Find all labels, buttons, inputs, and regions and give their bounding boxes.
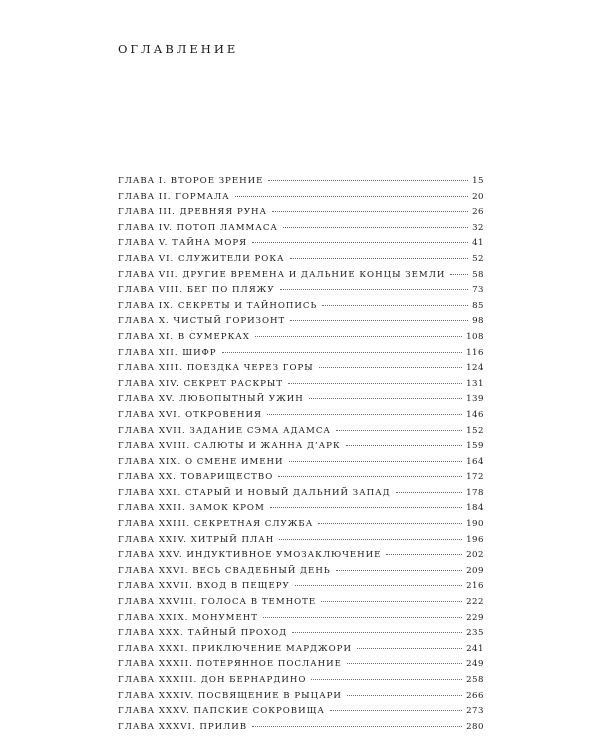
page-number: 273 <box>466 706 484 717</box>
page-number: 108 <box>466 331 484 342</box>
toc-entry <box>118 379 484 395</box>
chapter-title: ГЛАВА XXXIV. ПОСВЯЩЕНИЕ В РЫЦАРИ <box>118 690 342 701</box>
chapter-title: ГЛАВА XXVIII. ГОЛОСА В ТЕМНОТЕ <box>118 597 317 608</box>
dot-leader <box>252 726 462 727</box>
toc-entry <box>118 394 484 410</box>
page-number: 241 <box>466 643 484 654</box>
chapter-title: ГЛАВА XIX. О СМЕНЕ ИМЕНИ <box>118 456 284 467</box>
dot-leader <box>450 274 468 275</box>
page-number: 280 <box>466 721 484 732</box>
toc-entry <box>118 488 484 504</box>
dot-leader <box>321 601 462 602</box>
page-number: 184 <box>466 503 484 514</box>
dot-leader <box>330 710 462 711</box>
dot-leader <box>347 663 462 664</box>
dot-leader <box>319 367 462 368</box>
chapter-title: ГЛАВА VIII. БЕГ ПО ПЛЯЖУ <box>118 285 275 296</box>
dot-leader <box>270 507 462 508</box>
dot-leader <box>278 476 462 477</box>
toc-entry <box>118 566 484 582</box>
page-number: 196 <box>466 534 484 545</box>
chapter-title: ГЛАВА XXII. ЗАМОК КРОМ <box>118 503 265 514</box>
page-number: 98 <box>472 316 484 327</box>
chapter-title: ГЛАВА XX. ТОВАРИЩЕСТВО <box>118 472 274 483</box>
page-number: 52 <box>472 253 484 264</box>
chapter-title: ГЛАВА XXXV. ПАПСКИЕ СОКРОВИЩА <box>118 706 325 717</box>
chapter-title: ГЛАВА XXIV. ХИТРЫЙ ПЛАН <box>118 534 275 545</box>
toc-entry <box>118 223 484 239</box>
dot-leader <box>263 617 462 618</box>
dot-leader <box>309 398 462 399</box>
toc-entry <box>118 644 484 660</box>
chapter-title: ГЛАВА II. ГОРМАЛА <box>118 191 230 202</box>
page-number: 85 <box>472 300 484 311</box>
dot-leader <box>267 414 462 415</box>
chapter-title: ГЛАВА XII. ШИФР <box>118 347 217 358</box>
chapter-title: ГЛАВА III. ДРЕВНЯЯ РУНА <box>118 207 268 218</box>
dot-leader <box>386 554 462 555</box>
chapter-title: ГЛАВА XVI. ОТКРОВЕНИЯ <box>118 409 262 420</box>
toc-entry <box>118 550 484 566</box>
chapter-title: ГЛАВА XXIX. МОНУМЕНТ <box>118 612 258 623</box>
toc-entry <box>118 675 484 691</box>
page-number: 26 <box>472 207 484 218</box>
toc-entry <box>118 519 484 535</box>
page-number: 172 <box>466 472 484 483</box>
chapter-title: ГЛАВА XXXIII. ДОН БЕРНАРДИНО <box>118 675 307 685</box>
toc-entry <box>118 363 484 379</box>
page-number: 32 <box>472 222 484 233</box>
toc-entry <box>118 316 484 332</box>
toc-entry <box>118 176 484 192</box>
page-number: 58 <box>472 269 484 280</box>
toc-entry <box>118 410 484 426</box>
dot-leader <box>322 305 468 306</box>
table-of-contents <box>118 176 484 737</box>
toc-entry <box>118 285 484 301</box>
chapter-title: ГЛАВА VII. ДРУГИЕ ВРЕМЕНА И ДАЛЬНИЕ КОНЦЫ ЗЕМЛИ <box>118 269 446 280</box>
toc-entry <box>118 238 484 254</box>
toc-entry <box>118 706 484 722</box>
page-number: 41 <box>472 238 484 249</box>
toc-entry <box>118 722 484 738</box>
dot-leader <box>235 196 468 197</box>
toc-entry <box>118 659 484 675</box>
dot-leader <box>279 539 462 540</box>
toc-entry <box>118 192 484 208</box>
page-number: 229 <box>466 612 484 623</box>
toc-entry <box>118 207 484 223</box>
dot-leader <box>295 585 462 586</box>
toc-entry <box>118 628 484 644</box>
chapter-title: ГЛАВА X. ЧИСТЫЙ ГОРИЗОНТ <box>118 316 286 327</box>
toc-entry <box>118 597 484 613</box>
chapter-title: ГЛАВА XXX. ТАЙНЫЙ ПРОХОД <box>118 628 288 639</box>
chapter-title: ГЛАВА IX. СЕКРЕТЫ И ТАЙНОПИСЬ <box>118 300 318 311</box>
chapter-title: ГЛАВА XXXVI. ПРИЛИВ <box>118 721 248 732</box>
toc-entry <box>118 535 484 551</box>
dot-leader <box>396 492 463 493</box>
toc-entry <box>118 441 484 457</box>
page-number: 116 <box>466 347 484 358</box>
chapter-title: ГЛАВА I. ВТОРОЕ ЗРЕНИЕ <box>118 176 264 186</box>
dot-leader <box>336 570 462 571</box>
page-number: 190 <box>466 519 484 530</box>
dot-leader <box>347 695 462 696</box>
dot-leader <box>346 445 462 446</box>
dot-leader <box>272 211 468 212</box>
chapter-title: ГЛАВА XVIII. САЛЮТЫ И ЖАННА Д’АРК <box>118 441 341 452</box>
page-number: 20 <box>472 191 484 202</box>
dot-leader <box>290 258 469 259</box>
dot-leader <box>311 679 462 680</box>
page-number: 124 <box>466 363 484 374</box>
page-number: 235 <box>466 628 484 639</box>
page-number: 73 <box>472 285 484 296</box>
chapter-title: ГЛАВА XXXI. ПРИКЛЮЧЕНИЕ МАРДЖОРИ <box>118 643 352 654</box>
page-number: 258 <box>466 675 484 685</box>
chapter-title: ГЛАВА XXVI. ВЕСЬ СВАДЕБНЫЙ ДЕНЬ <box>118 565 331 576</box>
chapter-title: ГЛАВА IV. ПОТОП ЛАММАСА <box>118 222 278 233</box>
dot-leader <box>268 180 468 181</box>
page-number: 164 <box>466 456 484 467</box>
page-number: 178 <box>466 487 484 498</box>
toc-entry <box>118 581 484 597</box>
chapter-title: ГЛАВА XXV. ИНДУКТИВНОЕ УМОЗАКЛЮЧЕНИЕ <box>118 550 382 561</box>
dot-leader <box>336 430 462 431</box>
page-title: ОГЛАВЛЕНИЕ <box>118 42 239 56</box>
toc-entry <box>118 301 484 317</box>
dot-leader <box>357 648 462 649</box>
chapter-title: ГЛАВА XIII. ПОЕЗДКА ЧЕРЕЗ ГОРЫ <box>118 363 314 374</box>
toc-entry <box>118 332 484 348</box>
chapter-title: ГЛАВА XI. В СУМЕРКАХ <box>118 331 250 342</box>
toc-entry <box>118 426 484 442</box>
dot-leader <box>280 289 469 290</box>
page-number: 222 <box>466 597 484 608</box>
dot-leader <box>252 242 468 243</box>
chapter-title: ГЛАВА XV. ЛЮБОПЫТНЫЙ УЖИН <box>118 394 304 405</box>
chapter-title: ГЛАВА XXXII. ПОТЕРЯННОЕ ПОСЛАНИЕ <box>118 659 342 670</box>
page-number: 216 <box>466 581 484 592</box>
page-number: 152 <box>466 425 484 436</box>
page-number: 146 <box>466 409 484 420</box>
page-number: 202 <box>466 550 484 561</box>
dot-leader <box>288 383 462 384</box>
toc-entry <box>118 270 484 286</box>
chapter-title: ГЛАВА XXVII. ВХОД В ПЕЩЕРУ <box>118 581 290 592</box>
chapter-title: ГЛАВА VI. СЛУЖИТЕЛИ РОКА <box>118 253 285 264</box>
toc-entry <box>118 691 484 707</box>
page-number: 131 <box>466 378 484 389</box>
dot-leader <box>318 523 462 524</box>
chapter-title: ГЛАВА XXIII. СЕКРЕТНАЯ СЛУЖБА <box>118 519 314 530</box>
dot-leader <box>289 461 463 462</box>
page-number: 266 <box>466 690 484 701</box>
dot-leader <box>283 227 468 228</box>
dot-leader <box>290 320 468 321</box>
toc-entry <box>118 348 484 364</box>
chapter-title: ГЛАВА V. ТАЙНА МОРЯ <box>118 238 248 249</box>
toc-entry <box>118 254 484 270</box>
chapter-title: ГЛАВА XVII. ЗАДАНИЕ СЭМА АДАМСА <box>118 425 331 436</box>
page-number: 15 <box>472 176 484 186</box>
chapter-title: ГЛАВА XXI. СТАРЫЙ И НОВЫЙ ДАЛЬНИЙ ЗАПАД <box>118 487 391 498</box>
toc-entry <box>118 472 484 488</box>
dot-leader <box>255 336 462 337</box>
toc-entry <box>118 613 484 629</box>
page-number: 209 <box>466 565 484 576</box>
chapter-title: ГЛАВА XIV. СЕКРЕТ РАСКРЫТ <box>118 378 284 389</box>
dot-leader <box>292 632 462 633</box>
page-number: 139 <box>466 394 484 405</box>
toc-entry <box>118 503 484 519</box>
page-number: 249 <box>466 659 484 670</box>
toc-entry <box>118 457 484 473</box>
dot-leader <box>222 352 463 353</box>
page-number: 159 <box>466 441 484 452</box>
